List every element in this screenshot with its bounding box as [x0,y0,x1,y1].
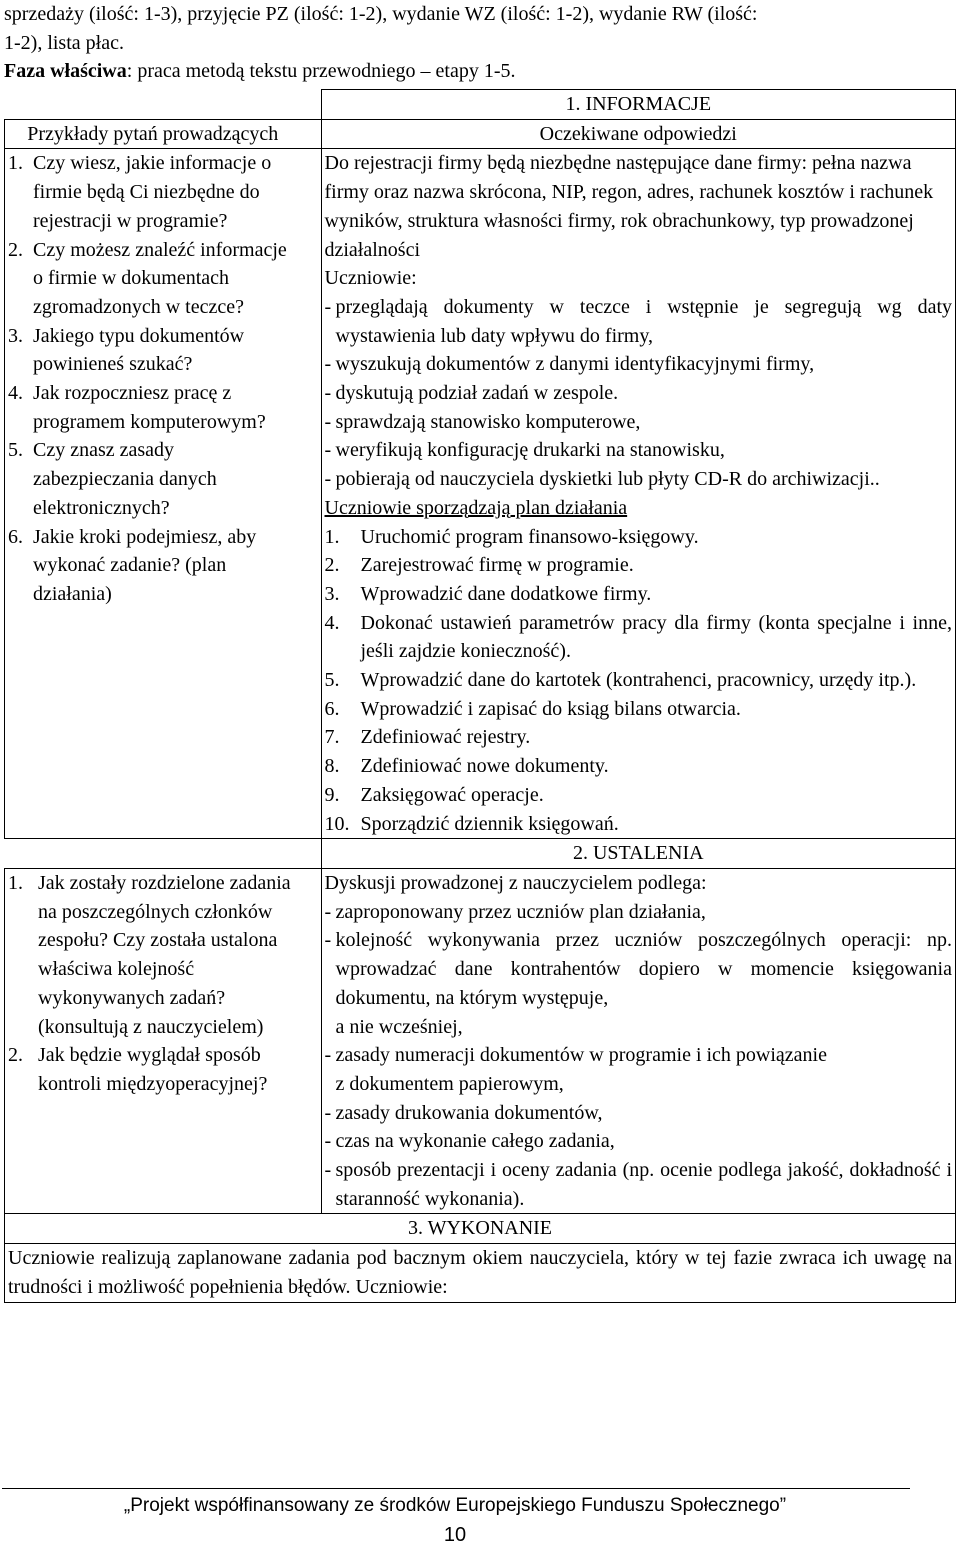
question-item: 2. Czy możesz znaleźć informacje o firmie w dokumentach zgromadzonych w teczce? [8,238,287,318]
student-action: - dyskutują podział zadań w zespole. [324,382,619,405]
discussion-item: - zasady drukowania dokumentów, [324,1101,603,1124]
intro-text [4,0,954,86]
questions-list [8,149,318,608]
section-3-text: Uczniowie realizują zaplanowane zadania pod bacznym okiem nauczyciela, który w tej fazie zwraca ich uwagę na trudności i możliwość popełnienia błędów. Uczniowie: [5,1244,956,1302]
question-item: 1. Czy wiesz, jakie informacje o firmie będą Ci niezbędne do rejestracji w programie? [8,152,272,232]
intro-line-1: sprzedaży (ilość: 1-3), przyjęcie PZ (ilość: 1-2), wydanie WZ (ilość: 1-2), wydanie RW (ilość: [4,3,758,25]
footer-project: „Projekt współfinansowany ze środków Europejskiego Funduszu Społecznego” [123,1495,787,1516]
discussion-item: - sposób prezentacji i oceny zadania (np. ocenie podlega jakość, dokładność i staranność wykonania). [324,1159,952,1210]
plan-header: Uczniowie sporządzają plan działania [324,496,628,519]
plan-step: 2. Zarejestrować firmę w programie. [324,554,634,577]
intro-line-2: 1-2), lista płac. [4,31,124,54]
plan-step: 1. Uruchomić program finansowo-księgowy. [324,525,699,548]
plan-step: 8. Zdefiniować nowe dokumenty. [324,755,609,778]
student-action: - sprawdzają stanowisko komputerowe, [324,410,641,433]
discussion-item-cont: a nie wcześniej, [335,1015,463,1038]
lesson-table [4,89,956,1303]
faza-text: : praca metodą tekstu przewodniego – etapy 1-5. [126,60,516,83]
section-1-title: 1. INFORMACJE [321,90,956,120]
question-item: 6. Jakie kroki podejmiesz, aby wykonać zadanie? (plan działania) [8,525,257,605]
plan-step: 6. Wprowadzić i zapisać do ksiąg bilans otwarcia. [324,697,741,720]
section-2-answers-cell [321,868,956,1213]
section-3-title: 3. WYKONANIE [5,1214,956,1244]
question-item: 1. Jak zostały rozdzielone zadania na poszczególnych członków zespołu? Czy została ustalona właściwa kolejność wykonywanych zadań? (konsultują z nauczycielem) [8,871,291,1038]
questions-cell [5,149,322,839]
section-2-title: 2. USTALENIA [321,839,956,869]
question-item: 2. Jak będzie wyglądał sposób kontroli międzyoperacyjnej? [8,1044,268,1095]
section-2-questions [8,869,318,1099]
student-action: - przeglądają dokumenty w teczce i wstępnie je segregują wg daty wystawienia lub daty wpływu do firmy, [324,295,952,347]
discussion-item: - zaproponowany przez uczniów plan działania, [324,900,706,923]
plan-step: 7. Zdefiniować rejestry. [324,726,531,749]
faza-label: Faza właściwa [4,60,127,83]
answers-cell [321,149,956,839]
students-label: Uczniowie: [324,267,417,290]
plan-step: 10. Sporządzić dziennik księgowań. [324,812,619,835]
discussion-intro: Dyskusji prowadzonej z nauczycielem podlega: [324,871,707,894]
questions-header: Przykłady pytań prowadzących [5,119,322,149]
student-action: - weryfikują konfigurację drukarki na stanowisku, [324,439,725,462]
student-action: - pobierają od nauczyciela dyskietki lub płyty CD-R do archiwizacji.. [324,468,880,491]
discussion-item-cont: z dokumentem papierowym, [335,1072,564,1095]
question-item: 4. Jak rozpoczniesz pracę z programem komputerowym? [8,382,266,433]
section-2-questions-cell [5,868,322,1213]
plan-step: 5. Wprowadzić dane do kartotek (kontrahenci, pracownicy, urzędy itp.). [324,669,917,692]
plan-step: 9. Zaksięgować operacje. [324,783,544,806]
question-item: 5. Czy znasz zasady zabezpieczania danych elektronicznych? [8,439,217,519]
answer-intro: Do rejestracji firmy będą niezbędne następujące dane firmy: pełna nazwa firmy oraz nazwa skrócona, NIP, regon, adres, rachunek kosztów i rachunek wyników, struktura własności firmy, rok obrachunkowy, typ prowadzonej działalności [324,152,934,261]
discussion-item: - czas na wykonanie całego zadania, [324,1130,615,1153]
question-item: 3. Jakiego typu dokumentów powinieneś szukać? [8,324,245,376]
plan-step: 4. Dokonać ustawień parametrów pracy dla firmy (konta specjalne i inne, jeśli zajdzie konieczność). [324,611,952,663]
discussion-item: - kolejność wykonywania przez uczniów poszczególnych operacji: np. wprowadzać dane kontrahentów dopiero w momencie księgowania dokumentu, na którym występuje, [324,929,952,1009]
discussion-item: - zasady numeracji dokumentów w programie i ich powiązanie [324,1044,827,1067]
plan-step: 3. Wprowadzić dane dodatkowe firmy. [324,582,652,605]
faza-line [4,57,954,86]
student-action: - wyszukują dokumentów z danymi identyfikacyjnymi firmy, [324,353,815,376]
page-number: 10 [443,1524,467,1546]
footer-rule [2,1488,910,1489]
answers-header: Oczekiwane odpowiedzi [321,119,956,149]
